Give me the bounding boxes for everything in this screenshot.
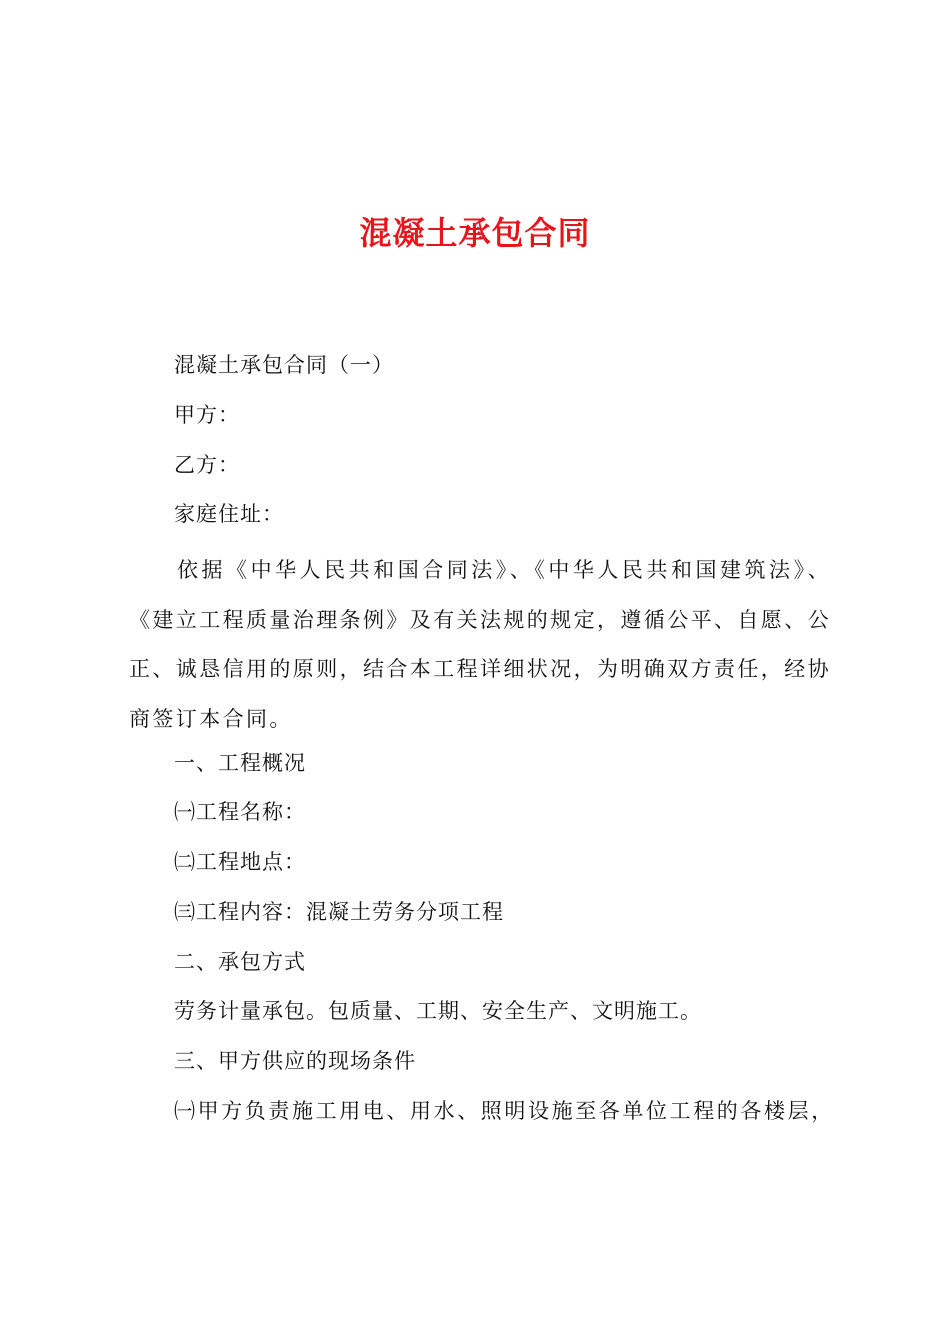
site-condition-item-1: ㈠甲方负责施工用电、用水、照明设施至各单位工程的各楼层， <box>174 1099 835 1123</box>
section-1-heading: 一、工程概况 <box>174 751 306 775</box>
party-b-label: 乙方： <box>174 453 240 477</box>
project-content-field: ㈢工程内容：混凝土劳务分项工程 <box>174 900 504 924</box>
contract-method-text: 劳务计量承包。包质量、工期、安全生产、文明施工。 <box>174 999 702 1023</box>
section-3-heading: 三、甲方供应的现场条件 <box>174 1049 416 1073</box>
party-a-label: 甲方： <box>174 403 240 427</box>
contract-heading: 混凝土承包合同（一） <box>174 353 394 377</box>
intro-paragraph: 依据《中华人民共和国合同法》、《中华人民共和国建筑法》、《建立工程质量治理条例》及有关法规的规定，遵循公平、自愿、公正、诚恳信用的原则，结合本工程详细状况，为明确双方责任，经协商签订本合同。 <box>129 558 831 731</box>
address-label: 家庭住址： <box>174 502 284 526</box>
document-title: 混凝土承包合同 <box>359 214 591 252</box>
project-location-field: ㈡工程地点： <box>174 850 306 874</box>
section-2-heading: 二、承包方式 <box>174 950 306 974</box>
project-name-field: ㈠工程名称： <box>174 800 306 824</box>
